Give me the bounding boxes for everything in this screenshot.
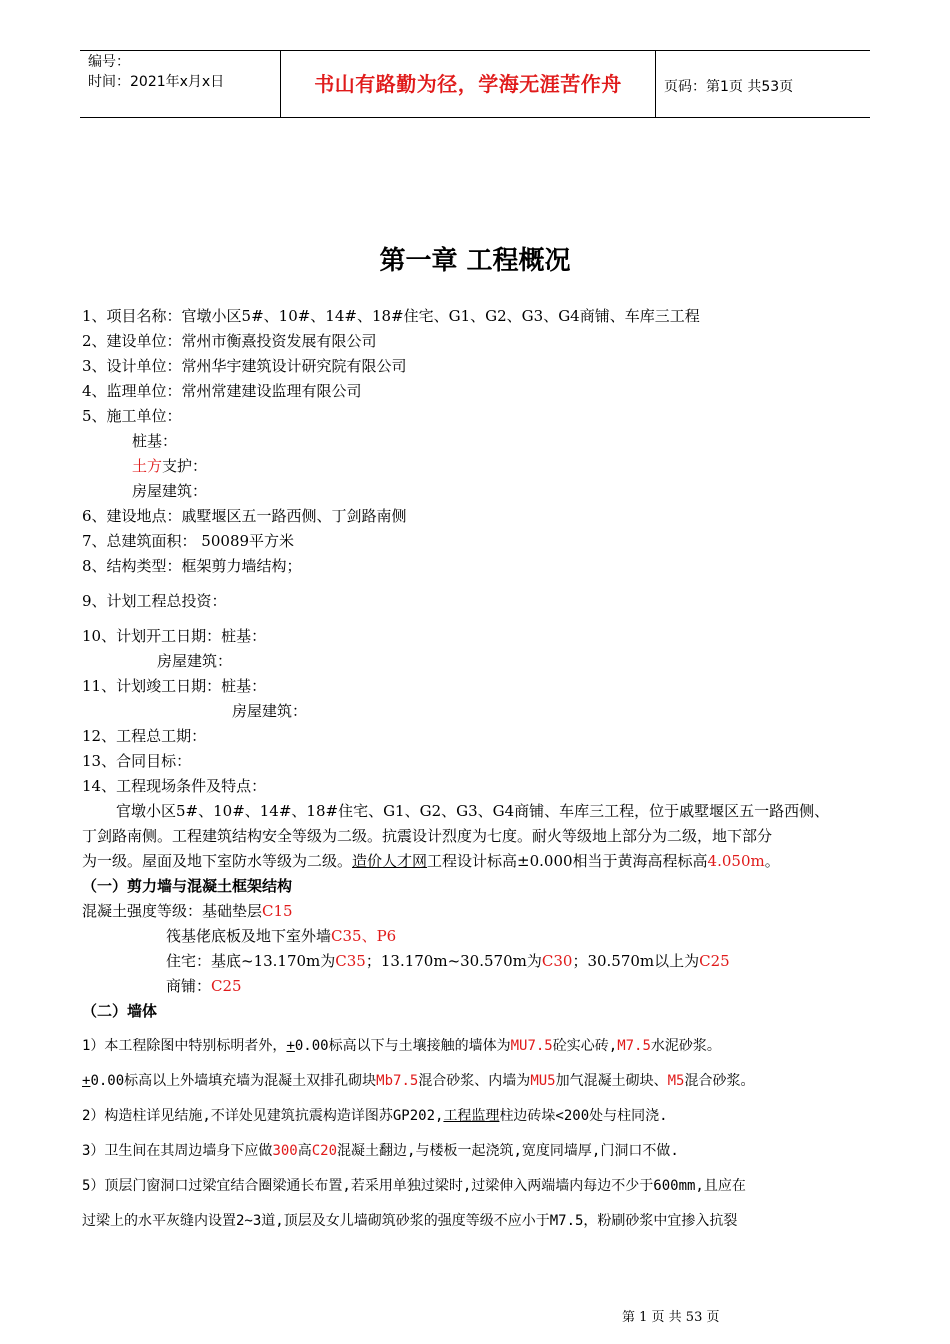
item-contract-goal: 13、合同目标： — [82, 752, 192, 770]
item-finish-date: 11、计划竣工日期：桩基： — [82, 677, 267, 695]
wall-para-2-d: 混合砂浆。 — [684, 1073, 755, 1089]
grade-c15: C15 — [262, 902, 293, 920]
residential-upper: ；30.570m以上为 — [572, 952, 700, 970]
item-finish-building: 房屋建筑： — [232, 702, 308, 720]
item-duration: 12、工程总工期： — [82, 727, 207, 745]
section-frame-heading: （一）剪力墙与混凝土框架结构 — [82, 877, 293, 895]
wall-para-4-a: 3）卫生间在其周边墙身下应做 — [82, 1143, 273, 1159]
wall-para-1-c: 砼实心砖, — [552, 1038, 618, 1054]
number-label: 编号： — [88, 54, 130, 70]
item-total-area: 7、总建筑面积： 50089平方米 — [82, 532, 295, 550]
item-location: 6、建设地点：戚墅堰区五一路西侧、丁剑路南侧 — [82, 507, 407, 525]
item-earthwork-support — [132, 456, 207, 476]
header-meta — [88, 52, 224, 92]
chapter-title: 第一章 工程概况 — [379, 246, 571, 276]
grade-m5: M5 — [667, 1073, 685, 1089]
earthwork-highlight: 土方 — [132, 457, 163, 475]
item-investment: 9、计划工程总投资： — [82, 592, 227, 610]
grade-c20: C20 — [311, 1143, 338, 1159]
para-site-line-3 — [82, 851, 780, 871]
grade-c30: C30 — [541, 952, 573, 970]
item-start-building: 房屋建筑： — [157, 652, 233, 670]
wall-para-4 — [82, 1141, 679, 1161]
item-constructor: 5、施工单位： — [82, 407, 182, 425]
wall-para-1-d: 水泥砂浆。 — [650, 1038, 721, 1054]
page-footer: 第 1 页 共 53 页 — [622, 1310, 720, 1325]
underlined-supervision: 工程监理 — [443, 1108, 500, 1124]
underlined-link-text: 造价人才网 — [352, 852, 428, 870]
wall-para-6: 过梁上的水平灰缝内设置2~3道,顶层及女儿墙砌筑砂浆的强度等级不应小于M7.5，粉刷砂浆中宜掺入抗裂 — [82, 1213, 738, 1229]
item-start-date: 10、计划开工日期：桩基： — [82, 627, 267, 645]
grade-mu7-5: MU7.5 — [510, 1038, 553, 1054]
item-pile-foundation: 桩基： — [132, 432, 178, 450]
para-site-text-a: 为一级。屋面及地下室防水等级为二级。 — [82, 852, 353, 870]
item-structure-type: 8、结构类型：框架剪力墙结构； — [82, 557, 302, 575]
grade-m7-5: M7.5 — [617, 1038, 651, 1054]
item-supervisor: 4、监理单位：常州常建建设监理有限公司 — [82, 382, 362, 400]
wall-para-2-b: 混合砂浆、内墙为 — [418, 1073, 531, 1089]
para-site-line-1: 官墩小区5#、10#、14#、18#住宅、G1、G2、G3、G4商铺、车库三工程，位于戚墅堰区五一路西侧、 — [116, 802, 830, 820]
raft-label: 筏基佬底板及地下室外墙 — [166, 927, 332, 945]
item-project-name: 1、项目名称：官墩小区5#、10#、14#、18#住宅、G1、G2、G3、G4商铺、车库三工程 — [82, 307, 700, 325]
header-motto: 书山有路勤为径，学海无涯苦作舟 — [314, 72, 622, 96]
header-top-rule — [80, 50, 870, 51]
item-building: 房屋建筑： — [132, 482, 208, 500]
wall-para-1 — [82, 1036, 721, 1056]
para-site-text-b: 工程设计标高±0.000相当于黄海高程标高 — [427, 852, 708, 870]
grade-shops-c25: C25 — [211, 977, 242, 995]
section-wall-heading: （二）墙体 — [82, 1002, 158, 1020]
header-page-label: 页码：第1页 共53页 — [664, 79, 794, 95]
concrete-grade-line-4 — [166, 976, 242, 996]
wall-para-2-a: 0.00标高以上外墙填充墙为混凝土双排孔砌块 — [90, 1073, 377, 1089]
wall-para-3-b: 柱边砖垛<200处与柱同浇. — [499, 1108, 668, 1124]
wall-para-1-b: 0.00标高以下与土壤接触的墙体为 — [294, 1038, 511, 1054]
plus-sign: + — [286, 1038, 295, 1054]
residential-mid: ；13.170m~30.570m为 — [365, 952, 542, 970]
wall-para-2 — [82, 1071, 754, 1091]
height-300: 300 — [272, 1143, 298, 1159]
grade-c35: C35 — [335, 952, 366, 970]
wall-para-5: 5）顶层门窗洞口过梁宜结合圈梁通长布置,若采用单独过梁时,过梁伸入两端墙内每边不少于600mm,且应在 — [82, 1178, 746, 1194]
wall-para-3-a: 2）构造柱详见结施,不详处见建筑抗震构造详图苏GP202, — [82, 1108, 444, 1124]
item-designer: 3、设计单位：常州华宇建筑设计研究院有限公司 — [82, 357, 407, 375]
wall-para-4-b: 高 — [297, 1143, 312, 1159]
header-divider-left — [280, 50, 281, 117]
wall-para-3 — [82, 1106, 668, 1126]
concrete-grade-line-1 — [82, 901, 293, 921]
residential-label: 住宅：基底~13.170m为 — [166, 952, 336, 970]
header-divider-right — [655, 50, 656, 117]
concrete-grade-label: 混凝土强度等级：基础垫层 — [82, 902, 263, 920]
elevation-value: 4.050m — [707, 852, 765, 870]
support-label: 支护： — [162, 457, 208, 475]
grade-mb7-5: Mb7.5 — [376, 1073, 419, 1089]
time-label: 时间：2021年x月x日 — [88, 74, 225, 90]
shops-label: 商铺： — [166, 977, 212, 995]
item-site-conditions: 14、工程现场条件及特点： — [82, 777, 267, 795]
wall-para-2-c: 加气混凝土砌块、 — [555, 1073, 668, 1089]
grade-c35-p6: C35、P6 — [331, 927, 397, 945]
grade-mu5: MU5 — [530, 1073, 556, 1089]
header-bottom-rule — [80, 117, 870, 118]
item-developer: 2、建设单位：常州市衡熹投资发展有限公司 — [82, 332, 377, 350]
wall-para-4-c: 混凝土翻边,与楼板一起浇筑,宽度同墙厚,门洞口不做. — [337, 1143, 679, 1159]
plus-sign-2: + — [82, 1073, 91, 1089]
para-site-line-2: 丁剑路南侧。工程建筑结构安全等级为二级。抗震设计烈度为七度。耐火等级地上部分为二级，地下部分 — [82, 827, 773, 845]
para-site-text-end: 。 — [764, 852, 780, 870]
wall-para-1-a: 1）本工程除图中特别标明者外， — [82, 1038, 287, 1054]
concrete-grade-line-3 — [166, 951, 730, 971]
grade-c25: C25 — [699, 952, 730, 970]
concrete-grade-line-2 — [166, 926, 396, 946]
